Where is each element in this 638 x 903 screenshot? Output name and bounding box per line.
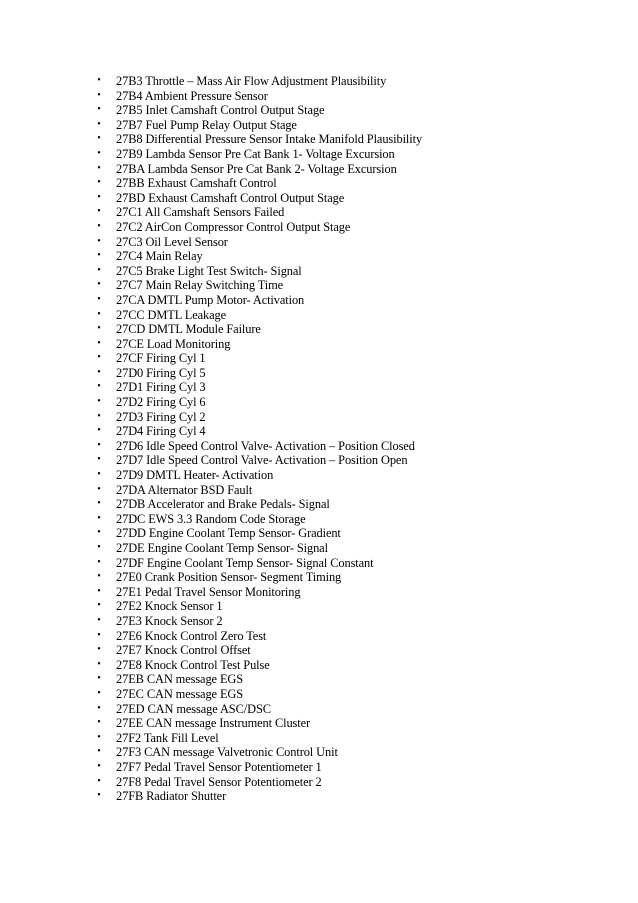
bullet-icon: • [97,89,101,101]
bullet-icon: • [97,279,101,291]
list-item [94,775,614,790]
list-item [94,614,614,629]
bullet-icon: • [97,337,101,349]
list-item [94,556,614,571]
list-item-text: 27D4 Firing Cyl 4 [116,424,206,439]
bullet-icon: • [97,162,101,174]
bullet-icon: • [97,571,101,583]
list-item-text: 27CF Firing Cyl 1 [116,351,206,366]
bullet-icon: • [97,585,101,597]
list-item-text: 27DC EWS 3.3 Random Code Storage [116,511,306,526]
bullet-icon: • [97,498,101,510]
list-item [94,716,614,731]
list-item [94,702,614,717]
bullet-icon: • [97,250,101,262]
bullet-icon: • [97,673,101,685]
bullet-icon: • [97,177,101,189]
list-item-text: 27CE Load Monitoring [116,336,231,351]
bullet-icon: • [97,104,101,116]
bullet-icon: • [97,366,101,378]
bullet-icon: • [97,775,101,787]
list-item [94,103,614,118]
list-item-text: 27E1 Pedal Travel Sensor Monitoring [116,584,301,599]
list-item [94,293,614,308]
list-item [94,147,614,162]
bullet-icon: • [97,687,101,699]
list-item-text: 27E0 Crank Position Sensor- Segment Timing [116,570,342,585]
list-item-text: 27D9 DMTL Heater- Activation [116,468,274,483]
list-item [94,497,614,512]
list-item-text: 27D7 Idle Speed Control Valve- Activation – Position Open [116,453,408,468]
list-item [94,453,614,468]
list-item [94,308,614,323]
list-item-text: 27B9 Lambda Sensor Pre Cat Bank 1- Voltage Excursion [116,146,395,161]
list-item-text: 27DB Accelerator and Brake Pedals- Signal [116,497,330,512]
bullet-icon: • [97,644,101,656]
list-item [94,351,614,366]
list-item-text: 27CC DMTL Leakage [116,307,227,322]
fault-code-list [94,74,614,804]
list-item [94,176,614,191]
list-item [94,337,614,352]
list-item [94,249,614,264]
list-item [94,235,614,250]
bullet-icon: • [97,293,101,305]
list-item-text: 27BD Exhaust Camshaft Control Output Stage [116,190,345,205]
bullet-icon: • [97,527,101,539]
list-item-text: 27EB CAN message EGS [116,672,244,687]
bullet-icon: • [97,352,101,364]
list-item-text: 27CA DMTL Pump Motor- Activation [116,292,305,307]
list-item-text: 27D0 Firing Cyl 5 [116,365,206,380]
bullet-icon: • [97,75,101,86]
list-item-text: 27E8 Knock Control Test Pulse [116,657,270,672]
bullet-icon: • [97,118,101,130]
list-item-text: 27D2 Firing Cyl 6 [116,395,206,410]
list-item-text: 27C1 All Camshaft Sensors Failed [116,205,285,220]
list-item [94,380,614,395]
list-item [94,322,614,337]
list-item-text: 27D1 Firing Cyl 3 [116,380,206,395]
bullet-icon: • [97,556,101,568]
list-item [94,599,614,614]
bullet-icon: • [97,717,101,729]
list-item-text: 27F2 Tank Fill Level [116,730,219,745]
list-item [94,541,614,556]
list-item-text: 27DA Alternator BSD Fault [116,482,253,497]
list-item-text: 27C2 AirCon Compressor Control Output Stage [116,219,351,234]
list-item-text: 27D6 Idle Speed Control Valve- Activation – Position Closed [116,438,415,453]
bullet-icon: • [97,483,101,495]
list-item [94,483,614,498]
list-item-text: 27E6 Knock Control Zero Test [116,628,267,643]
bullet-icon: • [97,746,101,758]
list-item [94,731,614,746]
list-item [94,278,614,293]
bullet-icon: • [97,323,101,335]
list-item-text: 27DD Engine Coolant Temp Sensor- Gradient [116,526,341,541]
list-item [94,220,614,235]
list-item [94,468,614,483]
list-item-text: 27B8 Differential Pressure Sensor Intake Manifold Plausibility [116,132,423,147]
list-item [94,658,614,673]
list-item-text: 27F7 Pedal Travel Sensor Potentiometer 1 [116,759,322,774]
list-item-text: 27C3 Oil Level Sensor [116,234,228,249]
list-item-text: 27F3 CAN message Valvetronic Control Unit [116,745,338,760]
list-item-text: 27B5 Inlet Camshaft Control Output Stage [116,103,325,118]
bullet-icon: • [97,760,101,772]
list-item-text: 27E3 Knock Sensor 2 [116,613,223,628]
list-item [94,570,614,585]
list-item [94,395,614,410]
list-item-text: 27B3 Throttle – Mass Air Flow Adjustment Plausibility [116,74,387,88]
bullet-icon: • [97,308,101,320]
list-item-text: 27B7 Fuel Pump Relay Output Stage [116,117,297,132]
list-item [94,745,614,760]
bullet-icon: • [97,425,101,437]
list-item-text: 27EC CAN message EGS [116,686,244,701]
list-item-text: 27E2 Knock Sensor 1 [116,599,223,614]
list-item [94,89,614,104]
list-item-text: 27ED CAN message ASC/DSC [116,701,271,716]
list-item-text: 27DF Engine Coolant Temp Sensor- Signal Constant [116,555,374,570]
bullet-icon: • [97,381,101,393]
bullet-icon: • [97,702,101,714]
list-item-text: 27C4 Main Relay [116,249,203,264]
list-item [94,760,614,775]
bullet-icon: • [97,614,101,626]
list-item-text: 27FB Radiator Shutter [116,789,227,804]
list-item [94,789,614,804]
bullet-icon: • [97,206,101,218]
list-item-text: 27EE CAN message Instrument Cluster [116,716,311,731]
list-item [94,162,614,177]
list-item-text: 27B4 Ambient Pressure Sensor [116,88,268,103]
list-item [94,643,614,658]
list-item-text: 27F8 Pedal Travel Sensor Potentiometer 2 [116,774,322,789]
list-item [94,410,614,425]
list-item [94,132,614,147]
bullet-icon: • [97,410,101,422]
bullet-icon: • [97,220,101,232]
list-item [94,585,614,600]
list-item-text: 27C7 Main Relay Switching Time [116,278,284,293]
bullet-icon: • [97,396,101,408]
list-item [94,366,614,381]
bullet-icon: • [97,658,101,670]
list-item-text: 27C5 Brake Light Test Switch- Signal [116,263,302,278]
list-item [94,424,614,439]
list-item [94,205,614,220]
list-item-text: 27BB Exhaust Camshaft Control [116,176,277,191]
list-item [94,264,614,279]
list-item-text: 27D3 Firing Cyl 2 [116,409,206,424]
bullet-icon: • [97,235,101,247]
bullet-icon: • [97,790,101,802]
list-item-text: 27DE Engine Coolant Temp Sensor- Signal [116,541,328,555]
list-item-text: 27BA Lambda Sensor Pre Cat Bank 2- Voltage Excursion [116,161,397,176]
bullet-icon: • [97,147,101,159]
list-item [94,629,614,644]
bullet-icon: • [97,542,101,553]
bullet-icon: • [97,191,101,203]
bullet-icon: • [97,133,101,145]
list-item [94,512,614,527]
list-item [94,191,614,206]
bullet-icon: • [97,600,101,612]
list-item-text: 27E7 Knock Control Offset [116,643,251,658]
list-item [94,118,614,133]
bullet-icon: • [97,731,101,743]
bullet-icon: • [97,629,101,641]
list-item [94,74,614,89]
list-item [94,687,614,702]
bullet-icon: • [97,469,101,481]
list-item [94,526,614,541]
list-item [94,672,614,687]
bullet-icon: • [97,439,101,451]
bullet-icon: • [97,264,101,276]
bullet-icon: • [97,512,101,524]
bullet-icon: • [97,454,101,466]
list-item [94,439,614,454]
list-item-text: 27CD DMTL Module Failure [116,322,261,337]
